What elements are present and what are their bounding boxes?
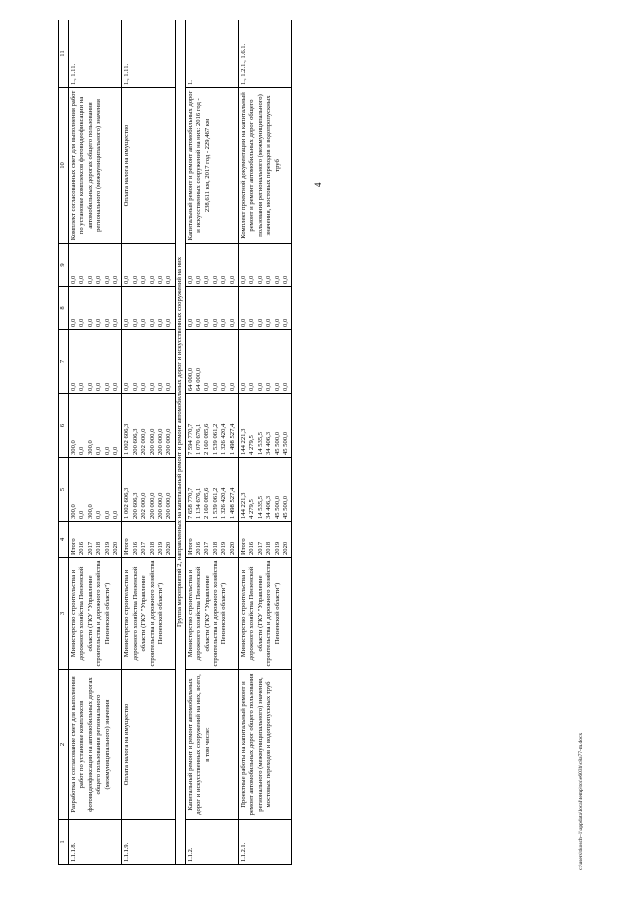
regional-budget-cell-line: 1 326 420,4	[220, 423, 228, 455]
indicator-ref: 1., 1.11.	[69, 20, 122, 88]
local-budget-cell-line: 0,0	[156, 318, 164, 327]
total-funding-cell-line: 0,0	[95, 510, 103, 519]
federal-budget-cell-line: 0,0	[103, 382, 111, 391]
offbudget-cell-line: 0,0	[256, 275, 264, 284]
federal-budget-cell-line: 0,0	[248, 382, 256, 391]
offbudget-cell	[185, 244, 238, 287]
measure-result: Капитальный ремонт и ремонт автомобильных дорог и искусственных сооружений на них: 2016 год - 238,611 км, 2017 год - 229,467 км	[185, 88, 238, 244]
column-header: 1	[59, 820, 69, 865]
total-funding-cell-line: 45 500,0	[281, 495, 289, 519]
offbudget-cell-line: 0,0	[240, 275, 248, 284]
total-funding-cell-line: 34 406,3	[265, 495, 273, 519]
federal-budget-cell-line: 64 000,0	[186, 367, 194, 391]
year-cell-line: 2019	[156, 541, 164, 555]
column-header: 10	[59, 88, 69, 244]
regional-budget-cell-line: 144 221,3	[240, 428, 248, 455]
year-cell-line: Итого	[123, 538, 131, 555]
measure-result: Оплата налога на имущество	[122, 88, 175, 244]
offbudget-cell	[122, 244, 175, 287]
regional-budget-cell-line: 2 160 085,6	[203, 423, 211, 455]
measure-code: 1.1.2.	[185, 820, 238, 865]
local-budget-cell-line: 0,0	[140, 318, 148, 327]
regional-budget-cell-line: 200 000,0	[165, 428, 173, 455]
regional-budget-cell-line: 200 000,0	[148, 428, 156, 455]
local-budget-cell	[239, 287, 292, 330]
offbudget-cell-line: 0,0	[70, 275, 77, 284]
offbudget-cell-line: 0,0	[156, 275, 164, 284]
federal-budget-cell-line: 0,0	[156, 382, 164, 391]
year-cell-line: 2017	[140, 541, 148, 555]
total-funding-cell-line: 7 658 770,7	[186, 487, 194, 519]
total-funding-cell-line: 45 500,0	[273, 495, 281, 519]
indicator-ref: 1., 1.2.1., 1.6.1.	[239, 20, 292, 88]
total-funding-cell-line: 4 279,5	[248, 499, 256, 519]
measure-name: Оплата налога на имущество	[122, 670, 175, 820]
column-header: 2	[59, 670, 69, 820]
year-cell-line: 2016	[195, 541, 203, 555]
year-cell	[185, 522, 238, 558]
year-cell-line: 2016	[78, 541, 86, 555]
total-funding-cell	[239, 458, 292, 522]
offbudget-cell-line: 0,0	[103, 275, 111, 284]
federal-budget-cell-line: 0,0	[78, 382, 86, 391]
offbudget-cell-line: 0,0	[131, 275, 139, 284]
total-funding-cell-line: 2 160 085,6	[203, 487, 211, 519]
federal-budget-cell-line: 0,0	[131, 382, 139, 391]
regional-budget-cell-line: 45 500,0	[273, 431, 281, 455]
total-funding-cell-line: 144 221,3	[240, 492, 248, 519]
regional-budget-cell-line: 1 498 527,4	[228, 423, 236, 455]
local-budget-cell-line: 0,0	[95, 318, 103, 327]
measure-code: 1.1.2.1.	[239, 820, 292, 865]
total-funding-cell-line: 300,0	[70, 504, 77, 519]
federal-budget-cell-line: 0,0	[273, 382, 281, 391]
federal-budget-cell-line: 0,0	[265, 382, 273, 391]
rotated-table-container	[58, 20, 578, 865]
regional-budget-cell	[185, 394, 238, 458]
total-funding-cell-line: 200 000,0	[148, 492, 156, 519]
offbudget-cell-line: 0,0	[186, 275, 194, 284]
column-header: 9	[59, 244, 69, 287]
federal-budget-cell-line: 0,0	[256, 382, 264, 391]
year-cell-line: 2018	[265, 541, 273, 555]
total-funding-cell-line: 200 606,3	[131, 492, 139, 519]
year-cell-line: 2017	[86, 541, 94, 555]
local-budget-cell-line: 0,0	[256, 318, 264, 327]
year-cell-line: 2020	[165, 541, 173, 555]
local-budget-cell-line: 0,0	[240, 318, 248, 327]
measure-name: Проектные работы на капитальный ремонт и ремонт автомобильных дорог общего пользования регионального (межмуниципального) значения, мостовых переходов и водопропускных труб	[239, 670, 292, 820]
offbudget-cell-line: 0,0	[211, 275, 219, 284]
regional-budget-cell-line: 200 000,0	[156, 428, 164, 455]
regional-budget-cell-line: 0,0	[78, 446, 86, 455]
year-cell-line: 2018	[211, 541, 219, 555]
measure-executor: Министерство строительства и дорожного хозяйства Пензенской области (ГКУ "Управление строительства и дорожного хозяйства Пензенской области")	[239, 558, 292, 670]
total-funding-cell-line: 0,0	[111, 510, 119, 519]
local-budget-cell-line: 0,0	[123, 318, 131, 327]
year-cell	[69, 522, 122, 558]
year-cell-line: 2020	[281, 541, 289, 555]
federal-budget-cell-line: 0,0	[95, 382, 103, 391]
federal-budget-cell-line: 0,0	[165, 382, 173, 391]
page-number: 4	[313, 182, 323, 188]
offbudget-cell	[239, 244, 292, 287]
measure-row	[239, 20, 292, 865]
column-header: 7	[59, 330, 69, 394]
local-budget-cell-line: 0,0	[186, 318, 194, 327]
regional-budget-cell-line: 45 500,0	[281, 431, 289, 455]
year-cell-line: 2017	[256, 541, 264, 555]
measure-code: 1.1.1.8.	[69, 820, 122, 865]
table-body	[59, 20, 292, 865]
local-budget-cell-line: 0,0	[265, 318, 273, 327]
year-cell-line: 2019	[103, 541, 111, 555]
total-funding-cell-line: 200 000,0	[156, 492, 164, 519]
year-cell-line: 2019	[220, 541, 228, 555]
offbudget-cell-line: 0,0	[203, 275, 211, 284]
regional-budget-cell-line: 34 406,3	[265, 431, 273, 455]
offbudget-cell-line: 0,0	[123, 275, 131, 284]
measure-name: Капитальный ремонт и ремонт автомобильных дорог и искусственных сооружений на них, всего, в том числе:	[185, 670, 238, 820]
regional-budget-cell-line: 1 539 061,2	[211, 423, 219, 455]
year-cell-line: 2019	[273, 541, 281, 555]
total-funding-cell-line: 14 535,5	[256, 495, 264, 519]
rotated-page-wrapper	[58, 20, 578, 865]
regional-budget-cell-line: 300,0	[70, 440, 77, 455]
regional-budget-cell-line: 200 606,3	[131, 428, 139, 455]
federal-budget-cell-line: 0,0	[240, 382, 248, 391]
footer-file-path: c:\users\tkosch~1\appdata\local\temp\tcs\e603b\c8a77-m.docx	[578, 732, 584, 870]
local-budget-cell-line: 0,0	[86, 318, 94, 327]
total-funding-cell-line: 1 002 606,3	[123, 487, 131, 519]
federal-budget-cell-line: 0,0	[228, 382, 236, 391]
total-funding-cell	[185, 458, 238, 522]
group-title: Группа мероприятий 2, направленных на капитальный ремонт и ремонт автомобильных дорог и искусственных сооружений на них	[175, 20, 185, 865]
regional-budget-cell	[239, 394, 292, 458]
regional-budget-cell-line: 7 594 770,7	[186, 423, 194, 455]
year-cell	[122, 522, 175, 558]
federal-budget-cell-line: 0,0	[220, 382, 228, 391]
column-header: 4	[59, 522, 69, 558]
column-header: 6	[59, 394, 69, 458]
federal-budget-cell-line: 0,0	[148, 382, 156, 391]
offbudget-cell-line: 0,0	[248, 275, 256, 284]
measure-executor: Министерство строительства и дорожного хозяйства Пензенской области (ГКУ "Управление строительства и дорожного хозяйства Пензенской области")	[122, 558, 175, 670]
indicator-ref: 1., 1.11.	[122, 20, 175, 88]
measure-row	[122, 20, 175, 865]
year-cell-line: 2020	[111, 541, 119, 555]
local-budget-cell	[185, 287, 238, 330]
federal-budget-cell-line: 0,0	[140, 382, 148, 391]
federal-budget-cell	[69, 330, 122, 394]
year-cell	[239, 522, 292, 558]
regional-budget-cell-line: 0,0	[95, 446, 103, 455]
offbudget-cell-line: 0,0	[140, 275, 148, 284]
total-funding-cell-line: 200 000,0	[165, 492, 173, 519]
regional-budget-cell-line: 14 535,5	[256, 431, 264, 455]
year-cell-line: Итого	[240, 538, 248, 555]
regional-budget-cell-line: 300,0	[86, 440, 94, 455]
column-number-row	[59, 20, 69, 865]
total-funding-cell	[122, 458, 175, 522]
total-funding-cell-line: 300,0	[86, 504, 94, 519]
measure-executor: Министерство строительства и дорожного хозяйства Пензенской области (ГКУ "Управление строительства и дорожного хозяйства Пензенской области")	[69, 558, 122, 670]
year-cell-line: 2016	[131, 541, 139, 555]
measure-code: 1.1.1.9.	[122, 820, 175, 865]
year-cell-line: 2018	[148, 541, 156, 555]
local-budget-cell-line: 0,0	[103, 318, 111, 327]
total-funding-cell-line: 1 134 676,1	[195, 487, 203, 519]
offbudget-cell-line: 0,0	[265, 275, 273, 284]
federal-budget-cell-line: 0,0	[111, 382, 119, 391]
offbudget-cell-line: 0,0	[78, 275, 86, 284]
regional-budget-cell-line: 1 002 606,3	[123, 423, 131, 455]
federal-budget-cell-line: 64 000,0	[195, 367, 203, 391]
year-cell-line: Итого	[70, 538, 77, 555]
measure-executor: Министерство строительства и дорожного хозяйства Пензенской области (ГКУ "Управление строительства и дорожного хозяйства Пензенской области")	[185, 558, 238, 670]
offbudget-cell-line: 0,0	[148, 275, 156, 284]
year-cell-line: 2018	[95, 541, 103, 555]
local-budget-cell-line: 0,0	[70, 318, 77, 327]
year-cell-line: 2016	[248, 541, 256, 555]
federal-budget-cell-line: 0,0	[281, 382, 289, 391]
total-funding-cell	[69, 458, 122, 522]
total-funding-cell-line: 0,0	[103, 510, 111, 519]
local-budget-cell-line: 0,0	[111, 318, 119, 327]
regional-budget-cell	[69, 394, 122, 458]
federal-budget-cell-line: 0,0	[203, 382, 211, 391]
federal-budget-cell	[122, 330, 175, 394]
federal-budget-cell	[185, 330, 238, 394]
offbudget-cell-line: 0,0	[195, 275, 203, 284]
regional-budget-cell-line: 0,0	[111, 446, 119, 455]
local-budget-cell	[122, 287, 175, 330]
local-budget-cell-line: 0,0	[203, 318, 211, 327]
offbudget-cell-line: 0,0	[228, 275, 236, 284]
offbudget-cell-line: 0,0	[165, 275, 173, 284]
regional-budget-cell-line: 202 000,0	[140, 428, 148, 455]
offbudget-cell-line: 0,0	[281, 275, 289, 284]
total-funding-cell-line: 1 539 061,2	[211, 487, 219, 519]
federal-budget-cell	[239, 330, 292, 394]
indicator-ref: 1.	[185, 20, 238, 88]
offbudget-cell-line: 0,0	[220, 275, 228, 284]
federal-budget-cell-line: 0,0	[70, 382, 77, 391]
local-budget-cell-line: 0,0	[248, 318, 256, 327]
year-cell-line: 2017	[203, 541, 211, 555]
year-cell-line: Итого	[186, 538, 194, 555]
column-header: 11	[59, 20, 69, 88]
federal-budget-cell-line: 0,0	[123, 382, 131, 391]
local-budget-cell-line: 0,0	[195, 318, 203, 327]
local-budget-cell-line: 0,0	[211, 318, 219, 327]
offbudget-cell-line: 0,0	[273, 275, 281, 284]
offbudget-cell	[69, 244, 122, 287]
measure-row	[69, 20, 122, 865]
local-budget-cell-line: 0,0	[220, 318, 228, 327]
regional-budget-cell-line: 4 279,5	[248, 435, 256, 455]
offbudget-cell-line: 0,0	[95, 275, 103, 284]
total-funding-cell-line: 0,0	[78, 510, 86, 519]
regional-budget-cell-line: 1 070 676,1	[195, 423, 203, 455]
column-header: 3	[59, 558, 69, 670]
total-funding-cell-line: 1 326 420,4	[220, 487, 228, 519]
local-budget-cell-line: 0,0	[78, 318, 86, 327]
regional-budget-cell	[122, 394, 175, 458]
year-cell-line: 2020	[228, 541, 236, 555]
offbudget-cell-line: 0,0	[111, 275, 119, 284]
measure-result: Комплект проектной документации на капитальный ремонт и ремонт автомобильных дорог общего пользования регионального (межмуниципального) значения, мостовых переходов и водопропускных труб	[239, 88, 292, 244]
local-budget-cell-line: 0,0	[228, 318, 236, 327]
group-row	[175, 20, 185, 865]
local-budget-cell-line: 0,0	[131, 318, 139, 327]
federal-budget-cell-line: 0,0	[86, 382, 94, 391]
local-budget-cell-line: 0,0	[165, 318, 173, 327]
federal-budget-cell-line: 0,0	[211, 382, 219, 391]
column-header: 8	[59, 287, 69, 330]
offbudget-cell-line: 0,0	[86, 275, 94, 284]
local-budget-cell-line: 0,0	[148, 318, 156, 327]
total-funding-cell-line: 1 498 527,4	[228, 487, 236, 519]
column-header: 5	[59, 458, 69, 522]
measure-name: Разработка и согласование смет для выполнения работ по установке комплексов фотовидеофиксации на автомобильных дорогах общего пользования регионального (межмуниципального) значения	[69, 670, 122, 820]
total-funding-cell-line: 202 000,0	[140, 492, 148, 519]
regional-budget-cell-line: 0,0	[103, 446, 111, 455]
local-budget-cell	[69, 287, 122, 330]
measure-result: Комплект согласованных смет для выполнения работ по установке комплексов фотовидеофиксации на автомобильных дорогах общего пользования регионального (межмуниципального) значения	[69, 88, 122, 244]
local-budget-cell-line: 0,0	[281, 318, 289, 327]
measure-row	[185, 20, 238, 865]
program-measures-table	[58, 20, 292, 865]
local-budget-cell-line: 0,0	[273, 318, 281, 327]
